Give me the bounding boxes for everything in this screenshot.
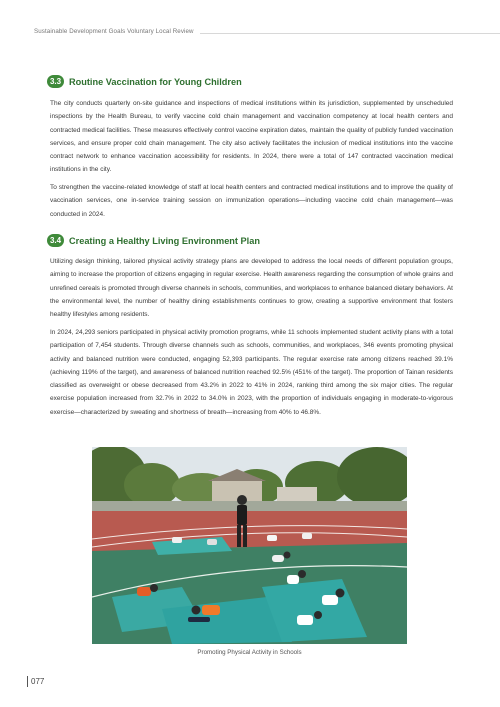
paragraph: Utilizing design thinking, tailored physical activity strategy plans are developed to address the local needs of different population groups, aiming to increase the proportion of citizens engaging in regular exercise. Health awareness regarding the consumption of whole grains and unrefined cereals is promoted through diverse channels in schools, communities, and workplaces to enhance balanced dietary behaviors. At the environmental level, the number of healthy dining establishments continues to grow, creating a supportive environment that fosters healthy lifestyles among residents. <box>50 258 453 319</box>
school-activity-photo <box>92 447 407 644</box>
section-number-badge: 3.4 <box>47 234 64 247</box>
header-divider <box>200 33 500 34</box>
running-header: Sustainable Development Goals Voluntary Local Review <box>34 28 194 35</box>
page-number: 077 <box>31 677 45 686</box>
section-title: Creating a Healthy Living Environment Plan <box>69 235 260 246</box>
section-title: Routine Vaccination for Young Children <box>69 76 242 87</box>
section-heading-3-3 <box>47 75 242 88</box>
paragraph: To strengthen the vaccine-related knowledge of staff at local health centers and contracted medical institutions and to improve the quality of vaccination services, one in-service training session on immunization operations—including vaccine cold chain management—was conducted in 2024. <box>50 184 453 218</box>
section-heading-3-4 <box>47 234 260 247</box>
photo-caption: Promoting Physical Activity in Schools <box>197 649 302 656</box>
paragraph: The city conducts quarterly on-site guidance and inspections of medical institutions within its jurisdiction, supplemented by unscheduled inspections by the Health Bureau, to verify vaccine cold chain management and vaccination competency at local health centers and contracted medical facilities. These measures effectively control vaccine expiration dates, maintain the quality of publicly funded vaccination services, and ensure proper cold chain management. The city also actively facilitates the inclusion of medical institutions into the vaccine contract network to enhance vaccination accessibility for residents. In 2024, there were a total of 147 contracted vaccination medical institutions in the city. <box>50 100 453 174</box>
section-number-badge: 3.3 <box>47 75 64 88</box>
page-number-bar <box>27 676 28 687</box>
paragraph: In 2024, 24,293 seniors participated in physical activity promotion programs, while 11 schools implemented student activity plans with a total participation of 7,454 students. Through diverse channels such as schools, communities, and workplaces, 346 events promoting physical activity and balanced nutrition were conducted, engaging 52,393 participants. The regular exercise rate among citizens reached 39.1% (achieving 119% of the target), and awareness of balanced nutrition reached 92.5% (451% of the target). The proportion of Tainan residents classified as overweight or obese decreased from 43.2% in 2022 to 41% in 2024, ranking third among the six major cities. The regular exercise population increased from 32.7% in 2022 to 34.0% in 2023, with the proportion of individuals engaging in moderate-to-vigorous exercise—characterized by sweating and shortness of breath—increasing from 40% to 46.8%. <box>50 329 453 416</box>
